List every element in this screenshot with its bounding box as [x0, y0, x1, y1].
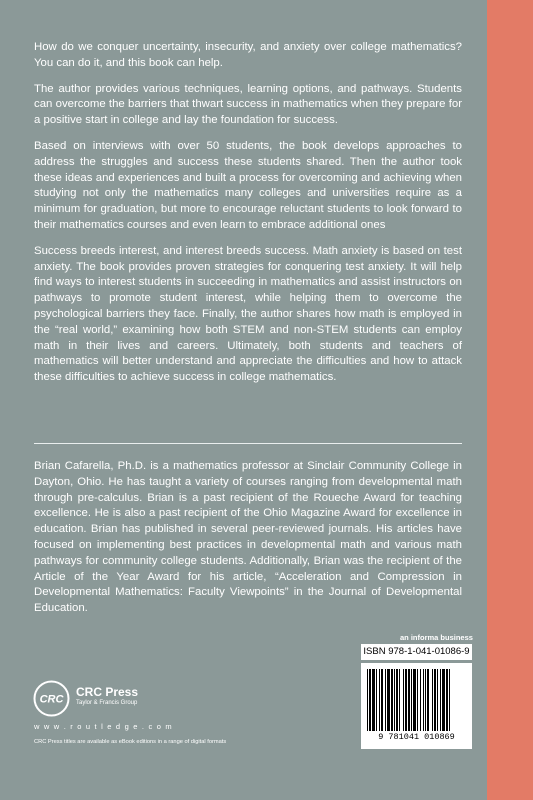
spine-stripe	[487, 0, 533, 800]
blurb-paragraph-3: Based on interviews with over 50 students, the book develops approaches to address the struggles and success these students shared. Then the author took these ideas and experiences and built a process for overcoming and achieving when studying not only the mathematics many colleges and universities require as a minimum for graduation, but more to encourage reluctant students to look forward to their mathematics courses and even learn to embrace additional ones	[34, 139, 462, 231]
publisher-brand	[76, 685, 138, 707]
isbn-label: ISBN 978-1-041-01086-9	[361, 644, 472, 660]
barcode	[361, 663, 472, 749]
barcode-bars	[367, 669, 466, 731]
barcode-number: 9 781041 010869	[378, 732, 455, 742]
blurb-paragraph-1: How do we conquer uncertainty, insecurity, and anxiety over college mathematics? You can do it, and this book can help.	[34, 41, 462, 69]
blurb-paragraph-4: Success breeds interest, and interest breeds success. Math anxiety is based on test anxiety. The book provides proven strategies for conquering test anxiety. It will help find ways to interest students in succeeding in mathematics and assist instructors on pathways to promote student interest, while helping them to overcome the psychological barriers they face. Finally, the author shares how math is employed in the “real world,” examining how both STEM and non-STEM students can employ math in their lives and careers. Ultimately, both students and teachers of mathematics will better understand and appreciate the difficulties and how to attack these difficulties to achieve success in college mathematics.	[34, 244, 462, 384]
ebook-note: CRC Press titles are available as eBook editions in a range of digital formats	[34, 739, 227, 745]
crc-logo-icon	[33, 680, 70, 717]
publisher-name: CRC Press	[76, 685, 139, 699]
author-name: Brian Cafarella	[34, 460, 111, 472]
author-bio	[34, 459, 462, 617]
publisher-group: Taylor & Francis Group	[76, 700, 138, 706]
informa-tagline: an informa business	[400, 633, 473, 642]
author-bio-text: , Ph.D. is a mathematics professor at Sinclair Community College in Dayton, Ohio. He has taught a variety of courses ranging from developmental math through pre-calculus. Brian is a past recipient of the Roueche Award for teaching excellence. He is also a past recipient of the Ohio Magazine Award for excellence in education. Brian has published in several peer-reviewed journals. His articles have focused on implementing best practices in developmental math and various math pathways for community college students. Additionally, Brian was the recipient of the Article of the Year Award for his article, “Acceleration and Compression in Developmental Mathematics: Faculty Viewpoints” in the Journal of Developmental Education.	[34, 460, 462, 615]
publisher-url: w w w . r o u t l e d g e . c o m	[34, 722, 173, 731]
blurb	[34, 40, 462, 396]
divider	[34, 443, 462, 444]
blurb-paragraph-2: The author provides various techniques, learning options, and pathways. Students can overcome the barriers that thwart success in mathematics when they prepare for a positive start in college and lay the foundation for success.	[34, 82, 462, 127]
logo-text: CRC	[39, 693, 64, 706]
